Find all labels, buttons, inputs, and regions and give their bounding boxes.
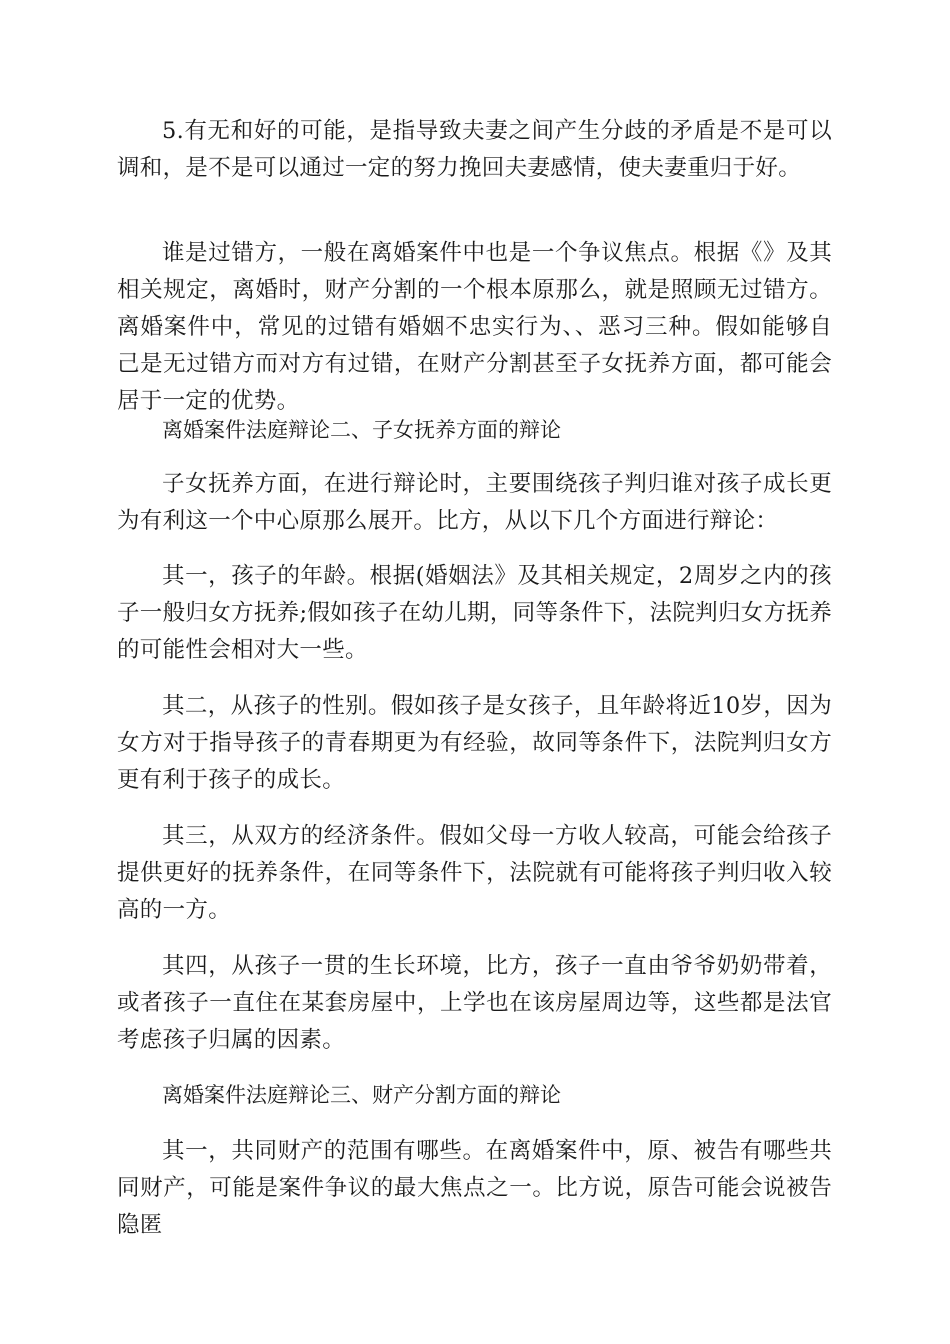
paragraph-child-gender: 其二，从孩子的性别。假如孩子是女孩子，且年龄将近10岁，因为女方对于指导孩子的青春期更为有经验，故同等条件下，法院判归女方更有利于孩子的成长。 xyxy=(117,693,832,793)
paragraph-fault-party: 谁是过错方，一般在离婚案件中也是一个争议焦点。根据《》及其相关规定，离婚时，财产分割的一个根本原那么，就是照顾无过错方。离婚案件中，常见的过错有婚姻不忠实行为、、恶习三种。假如能够自己是无过错方而对方有过错，在财产分割甚至子女抚养方面，都可能会居于一定的优势。 xyxy=(117,240,832,414)
section-heading-child-custody: 离婚案件法庭辩论二、子女抚养方面的辩论 xyxy=(162,418,561,442)
paragraph-child-age: 其一，孩子的年龄。根据(婚姻法》及其相关规定，2周岁之内的孩子一般归女方抚养;假如孩子在幼儿期，同等条件下，法院判归女方抚养的可能性会相对大一些。 xyxy=(117,563,832,663)
paragraph-common-property: 其一，共同财产的范围有哪些。在离婚案件中，原、被告有哪些共同财产，可能是案件争议的最大焦点之一。比方说，原告可能会说被告隐匿 xyxy=(117,1138,832,1238)
paragraph-custody-intro: 子女抚养方面，在进行辩论时，主要围绕孩子判归谁对孩子成长更为有利这一个中心原那么展开。比方，从以下几个方面进行辩论： xyxy=(117,471,832,534)
paragraph-living-environment: 其四，从孩子一贯的生长环境，比方，孩子一直由爷爷奶奶带着，或者孩子一直住在某套房屋中，上学也在该房屋周边等，这些都是法官考虑孩子归属的因素。 xyxy=(117,953,832,1053)
paragraph-reconciliation: 5.有无和好的可能，是指导致夫妻之间产生分歧的矛盾是不是可以调和，是不是可以通过一定的努力挽回夫妻感情，使夫妻重归于好。 xyxy=(117,118,832,181)
section-heading-property-division: 离婚案件法庭辩论三、财产分割方面的辩论 xyxy=(162,1083,561,1107)
paragraph-economic-conditions: 其三，从双方的经济条件。假如父母一方收人较高，可能会给孩子提供更好的抚养条件，在同等条件下，法院就有可能将孩子判归收入较高的一方。 xyxy=(117,823,832,923)
